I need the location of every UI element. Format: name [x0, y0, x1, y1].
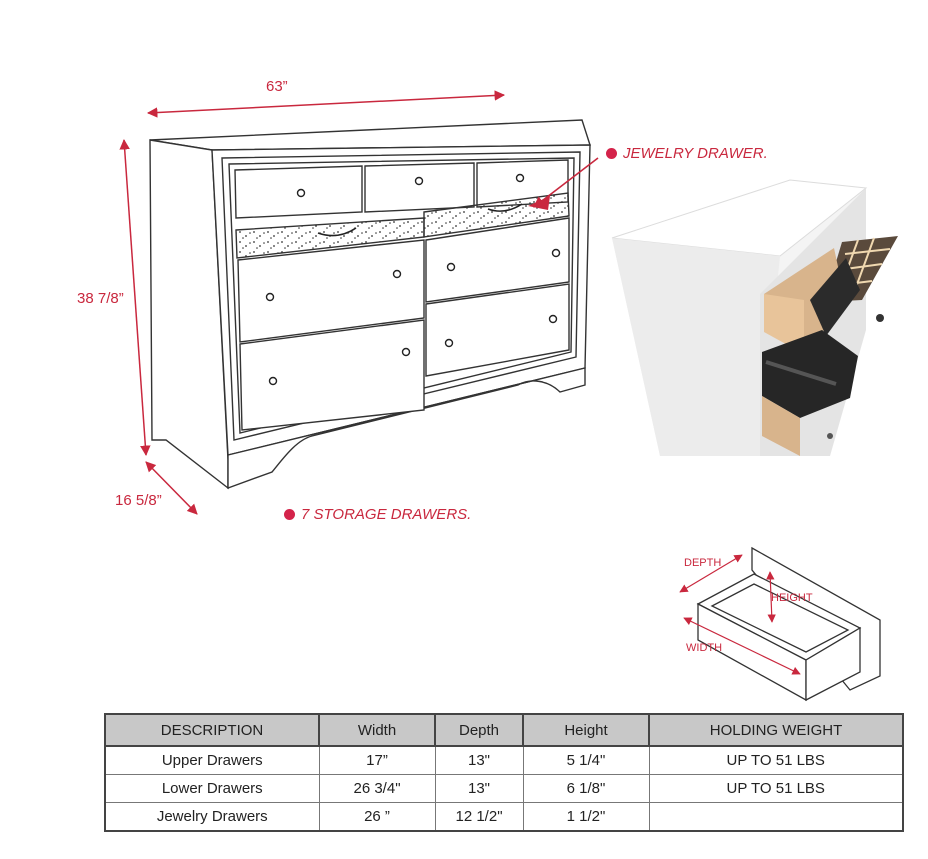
cell-width: 17”	[319, 746, 435, 775]
cell-width: 26 3/4"	[319, 775, 435, 803]
bullet-dot-icon	[284, 509, 295, 520]
header-description: DESCRIPTION	[105, 714, 319, 746]
dresser-photo	[612, 180, 898, 456]
storage-drawers-callout	[284, 506, 471, 523]
drawer-spec-table	[104, 713, 904, 832]
drawer-height-label: HEIGHT	[771, 592, 813, 604]
cell-height: 1 1/2"	[523, 803, 649, 832]
table-row	[105, 775, 903, 803]
cell-height: 6 1/8"	[523, 775, 649, 803]
table-row	[105, 746, 903, 775]
cell-depth: 12 1/2"	[435, 803, 523, 832]
cell-holding-weight: UP TO 51 LBS	[649, 775, 903, 803]
header-width: Width	[319, 714, 435, 746]
table-row	[105, 803, 903, 832]
header-depth: Depth	[435, 714, 523, 746]
bullet-dot-icon	[606, 148, 617, 159]
depth-dimension-label: 16 5/8”	[115, 492, 162, 509]
jewelry-drawer-callout-text: JEWELRY DRAWER.	[623, 145, 768, 162]
cell-height: 5 1/4"	[523, 746, 649, 775]
cell-width: 26 ”	[319, 803, 435, 832]
cell-description: Jewelry Drawers	[105, 803, 319, 832]
drawer-measure-diagram	[698, 548, 880, 700]
drawer-width-label: WIDTH	[686, 642, 723, 654]
height-dimension-arrow	[124, 140, 146, 455]
cell-description: Lower Drawers	[105, 775, 319, 803]
header-holding-weight: HOLDING WEIGHT	[649, 714, 903, 746]
drawer-depth-label: DEPTH	[684, 557, 722, 569]
cell-depth: 13"	[435, 775, 523, 803]
cell-holding-weight	[649, 803, 903, 832]
cell-depth: 13"	[435, 746, 523, 775]
header-height: Height	[523, 714, 649, 746]
width-dimension-arrow	[148, 95, 504, 113]
height-dimension-label: 38 7/8”	[77, 290, 124, 307]
table-header-row	[105, 714, 903, 746]
cell-holding-weight: UP TO 51 LBS	[649, 746, 903, 775]
cell-description: Upper Drawers	[105, 746, 319, 775]
width-dimension-label: 63”	[266, 78, 288, 95]
storage-drawers-callout-text: 7 STORAGE DRAWERS.	[301, 506, 472, 523]
jewelry-drawer-callout	[606, 145, 768, 162]
